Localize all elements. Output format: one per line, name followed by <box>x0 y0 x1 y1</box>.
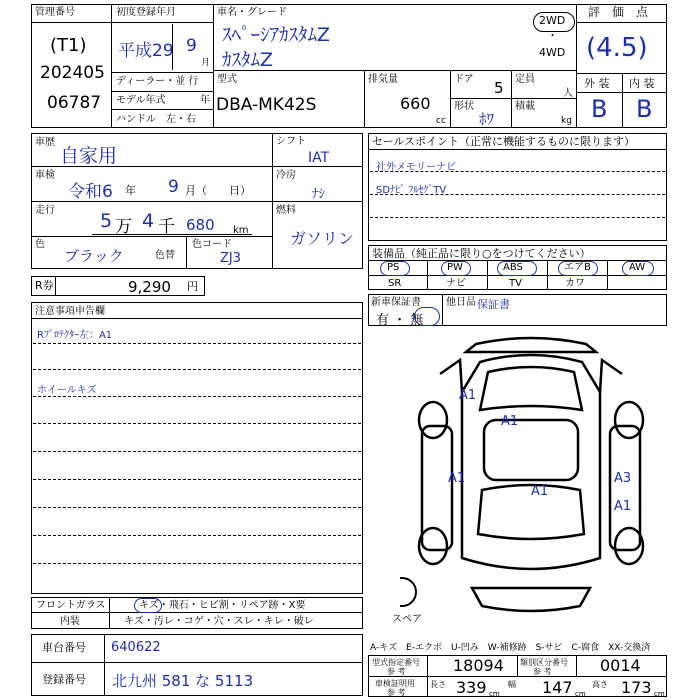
dims-len-label: 長さ <box>430 680 446 689</box>
plate-label: 登録番号 <box>42 673 86 686</box>
equip-aw: AW <box>629 262 646 273</box>
color-label: 色 <box>35 239 45 250</box>
notes-label: 注意事項申告欄 <box>35 306 105 317</box>
divider <box>111 72 213 73</box>
divider <box>427 655 428 697</box>
color-change-label: 色替 <box>155 250 175 261</box>
reg-month: 9 <box>186 36 197 56</box>
recycle-label: R券 <box>35 279 54 292</box>
displacement-unit: cc <box>436 116 446 126</box>
divider <box>213 70 576 71</box>
warranty-value: 有 ・ 無 <box>376 313 424 328</box>
fuel-value: ガソリン <box>290 229 355 248</box>
notes-line2: ホイールキズ <box>37 385 97 396</box>
inspection-month: 9 <box>168 177 179 197</box>
damage-a1-right: A1 <box>614 499 632 514</box>
equipment-label: 装備品（純正品に限り○をつけてください） <box>372 247 591 260</box>
recycle-unit: 円 <box>187 280 198 293</box>
recycle-section <box>31 276 205 296</box>
notes-line1: Rﾌﾟﾛﾃｸﾀｰ左：A1 <box>37 330 113 341</box>
history-label: 車歴 <box>35 137 55 148</box>
mileage-sen: 4 <box>142 210 155 232</box>
inside-label: 内装 <box>60 616 80 627</box>
divider <box>607 260 608 290</box>
type-no-value: 18094 <box>453 656 504 675</box>
mileage-man-unit: 万 <box>115 217 132 237</box>
load-unit: kg <box>561 116 572 126</box>
mgmt-line2: 202405 <box>40 63 105 83</box>
divider <box>427 260 428 290</box>
displacement-value: 660 <box>400 94 431 113</box>
divider <box>576 92 667 93</box>
damage-legend: A-キズ E-エクボ U-凹み W-補修跡 S-サビ C-腐食 XX-交換済 <box>370 643 651 653</box>
fuel-label: 燃料 <box>276 205 296 216</box>
divider <box>111 109 213 110</box>
shape-value: ﾎﾜ <box>479 110 495 128</box>
divider <box>31 22 111 23</box>
ac-value: ﾅｼ <box>312 187 325 202</box>
history-value: 自家用 <box>60 145 118 167</box>
sales-line2: SDﾅﾋﾞ ﾌﾙｾｸﾞTV <box>376 185 447 196</box>
dotted-line <box>33 507 361 508</box>
inside-value: キズ・汚レ・コゲ・穴・スレ・キレ・破レ <box>124 616 314 627</box>
spare-label: スペア <box>392 614 422 625</box>
grade-value: (4.5) <box>586 33 648 63</box>
divider <box>31 612 363 613</box>
dotted-line <box>33 451 361 452</box>
dealer-label: ディーラー・並 行 <box>116 76 199 87</box>
model-label: 型式 <box>217 74 237 85</box>
plate-value: 北九州 581 な 5113 <box>112 672 254 690</box>
displacement-label: 排気量 <box>368 74 398 85</box>
capacity-label: 定員 <box>515 74 535 85</box>
dims-sub: 参 考 <box>387 688 406 697</box>
interior-value: B <box>636 95 653 123</box>
mileage-rest: 680 <box>186 216 215 234</box>
shift-value: IAT <box>308 150 330 166</box>
grade-label: 評 価 点 <box>588 5 649 19</box>
divider <box>109 597 110 629</box>
reg-divider <box>172 24 173 70</box>
door-label: ドア <box>454 74 474 85</box>
dotted-line <box>33 535 361 536</box>
dims-label: 車検証明用 <box>375 679 415 688</box>
manual-prefix: 他日品 <box>446 297 476 308</box>
dims-len: 339 <box>456 678 487 697</box>
dims-wid-label: 幅 <box>508 680 516 689</box>
inspection-year-unit: 年 <box>125 184 136 197</box>
handle-label: ハンドル 左・右 <box>116 114 196 125</box>
equip-pw: PW <box>447 262 463 273</box>
damage-a1-left: A1 <box>448 471 466 486</box>
divider <box>450 98 576 99</box>
equip-tv: TV <box>509 278 522 289</box>
drive-4wd: 4WD <box>539 46 566 59</box>
divider <box>450 70 451 128</box>
shift-label: シフト <box>276 136 306 147</box>
equip-ps: PS <box>387 262 400 273</box>
ext-int-divider <box>622 73 623 128</box>
name-line2: ｶｽﾀﾑZ <box>222 49 274 71</box>
divider <box>111 91 213 92</box>
divider <box>576 22 667 23</box>
dotted-line <box>33 396 361 397</box>
ac-label: 冷房 <box>276 170 296 181</box>
divider <box>104 634 105 696</box>
equip-leather: カワ <box>565 278 585 289</box>
damage-a3-right: A3 <box>614 471 632 486</box>
equip-navi: ナビ <box>446 278 466 289</box>
equip-sr: SR <box>388 278 402 289</box>
divider <box>487 260 488 290</box>
dims-wid-unit: cm <box>575 690 586 698</box>
divider <box>576 655 577 676</box>
notes-section <box>31 302 363 594</box>
chassis-label: 車台番号 <box>42 641 86 654</box>
mgmt-line1: (T1) <box>50 35 87 56</box>
model-year-unit: 年 <box>200 95 210 106</box>
shape-label: 形状 <box>454 101 474 112</box>
dims-wid: 147 <box>542 678 573 697</box>
exterior-label: 外 装 <box>584 77 610 90</box>
dotted-line <box>33 423 361 424</box>
color-code-value: ZJ3 <box>220 251 242 266</box>
capacity-unit: 人 <box>563 88 573 99</box>
drive-dot: ・ <box>547 29 558 42</box>
class-no-value: 0014 <box>600 656 641 675</box>
inspection-label: 車検 <box>35 170 55 181</box>
divider <box>547 260 548 290</box>
km-underline <box>92 234 252 235</box>
damage-a1-front-left: A1 <box>459 388 477 403</box>
dims-hei: 173 <box>621 678 652 697</box>
equip-airbag: エアB <box>564 262 591 273</box>
dotted-line <box>33 479 361 480</box>
load-label: 積載 <box>515 101 535 112</box>
type-no-sub: 参 考 <box>387 667 406 676</box>
dims-len-unit: cm <box>489 690 500 698</box>
divider <box>186 236 187 269</box>
color-value: ブラック <box>64 247 124 265</box>
reg-era: 平成29 <box>118 41 174 61</box>
drive-2wd: 2WD <box>539 14 566 27</box>
dotted-line <box>370 217 665 218</box>
inspection-era: 令和6 <box>68 182 113 202</box>
reg-label: 初度登録年月 <box>116 7 176 18</box>
warranty-circle <box>414 307 440 326</box>
divider <box>31 662 363 663</box>
dotted-line <box>33 563 361 564</box>
dotted-line <box>33 343 361 344</box>
equip-abs: ABS <box>503 262 523 273</box>
divider <box>511 70 512 128</box>
mileage-unit: km <box>233 225 249 236</box>
damage-a1-front: A1 <box>501 414 519 429</box>
divider <box>111 22 213 23</box>
divider <box>31 318 363 319</box>
divider <box>368 149 667 150</box>
mileage-label: 走行 <box>35 205 55 216</box>
sales-line1: 社外メモリーナビ <box>376 162 456 173</box>
mgmt-label: 管理番号 <box>35 7 75 18</box>
reg-month-unit: 月 <box>201 58 211 68</box>
divider <box>55 276 56 296</box>
exterior-value: B <box>591 95 608 123</box>
door-value: 5 <box>494 79 504 97</box>
name-label: 車名・グレード <box>217 7 287 18</box>
color-code-label: 色コード <box>192 239 232 250</box>
glass-circle <box>134 598 162 613</box>
manual-value: 保証書 <box>477 298 510 311</box>
warranty-label: 新車保証書 <box>371 297 421 308</box>
mileage-man: 5 <box>100 210 113 232</box>
class-no-label: 類別区分番号 <box>520 658 568 667</box>
type-no-label: 型式指定番号 <box>372 658 420 667</box>
class-no-sub: 参 考 <box>533 667 552 676</box>
divider <box>442 294 443 326</box>
divider <box>368 676 667 677</box>
divider <box>517 655 518 676</box>
damage-a1-roof: A1 <box>531 484 549 499</box>
divider <box>213 4 214 128</box>
divider <box>364 70 365 128</box>
sales-label: セールスポイント（正常に機能するものに限ります） <box>372 135 636 148</box>
chassis-value: 640622 <box>111 640 161 655</box>
mgmt-line3: 06787 <box>47 93 102 113</box>
dotted-line <box>33 369 361 370</box>
recycle-value: 9,290 <box>128 278 171 296</box>
glass-label: フロントガラス <box>36 600 106 611</box>
name-line1: ｽﾍﾟｰｼｱｶｽﾀﾑZ <box>222 24 331 46</box>
interior-label: 内 装 <box>629 77 655 90</box>
inspection-month-unit: 月（ 日） <box>185 184 251 197</box>
glass-value: キズ・飛石・ヒビ割・リペア跡・X要 <box>139 600 306 611</box>
model-value: DBA-MK42S <box>216 95 317 115</box>
dims-hei-label: 高さ <box>592 680 608 689</box>
dims-hei-unit: cm <box>654 690 665 698</box>
mileage-sen-unit: 千 <box>158 217 175 237</box>
divider <box>31 236 272 237</box>
model-year-label: モデル年式 <box>116 95 166 106</box>
